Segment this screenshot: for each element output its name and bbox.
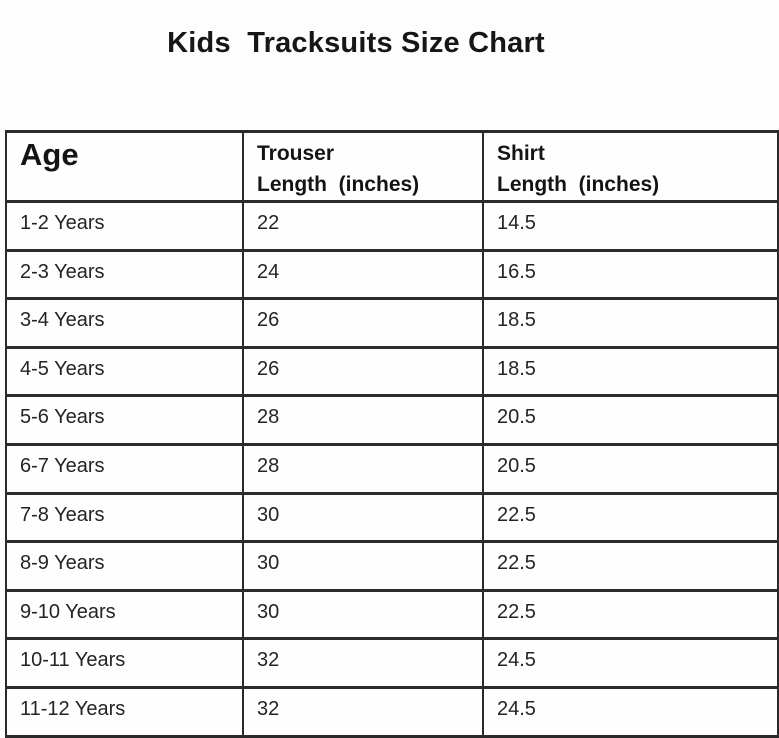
shirt-length-cell: 22.5 [483,493,778,542]
trouser-length-cell: 32 [243,687,483,736]
table-body [6,202,778,737]
header-shirt-line1: Shirt [497,142,545,165]
age-cell: 10-11 Years [6,639,243,688]
header-shirt-line2: Length (inches) [497,173,660,196]
shirt-length-cell: 22.5 [483,542,778,591]
trouser-length-cell: 30 [243,590,483,639]
header-age [6,132,243,202]
table-row [6,444,778,493]
table-row [6,396,778,445]
age-cell: 8-9 Years [6,542,243,591]
header-shirt-length [483,132,778,202]
table-row [6,590,778,639]
age-cell: 6-7 Years [6,444,243,493]
age-cell: 2-3 Years [6,250,243,299]
shirt-length-cell: 18.5 [483,347,778,396]
trouser-length-cell: 26 [243,299,483,348]
header-trouser-length [243,132,483,202]
table-row [6,202,778,251]
shirt-length-cell: 20.5 [483,444,778,493]
shirt-length-cell: 24.5 [483,639,778,688]
trouser-length-cell: 28 [243,444,483,493]
header-age-label: Age [20,137,79,172]
trouser-length-cell: 28 [243,396,483,445]
shirt-length-cell: 14.5 [483,202,778,251]
age-cell: 7-8 Years [6,493,243,542]
header-trouser-line2: Length (inches) [257,173,420,196]
age-cell: 4-5 Years [6,347,243,396]
table-row [6,542,778,591]
shirt-length-cell: 20.5 [483,396,778,445]
trouser-length-cell: 30 [243,493,483,542]
table-row [6,347,778,396]
table-row [6,299,778,348]
shirt-length-cell: 16.5 [483,250,778,299]
trouser-length-cell: 30 [243,542,483,591]
table-row [6,639,778,688]
age-cell: 11-12 Years [6,687,243,736]
trouser-length-cell: 26 [243,347,483,396]
header-trouser-line1: Trouser [257,142,335,165]
shirt-length-cell: 24.5 [483,687,778,736]
age-cell: 3-4 Years [6,299,243,348]
page-title: Kids Tracksuits Size Chart [167,27,545,59]
table-row [6,493,778,542]
header-row [6,132,778,202]
table-row [6,250,778,299]
trouser-length-cell: 22 [243,202,483,251]
shirt-length-cell: 22.5 [483,590,778,639]
trouser-length-cell: 24 [243,250,483,299]
age-cell: 9-10 Years [6,590,243,639]
table-header [6,132,778,202]
age-cell: 5-6 Years [6,396,243,445]
trouser-length-cell: 32 [243,639,483,688]
table-row [6,687,778,736]
shirt-length-cell: 18.5 [483,299,778,348]
size-chart-table [5,130,779,738]
age-cell: 1-2 Years [6,202,243,251]
